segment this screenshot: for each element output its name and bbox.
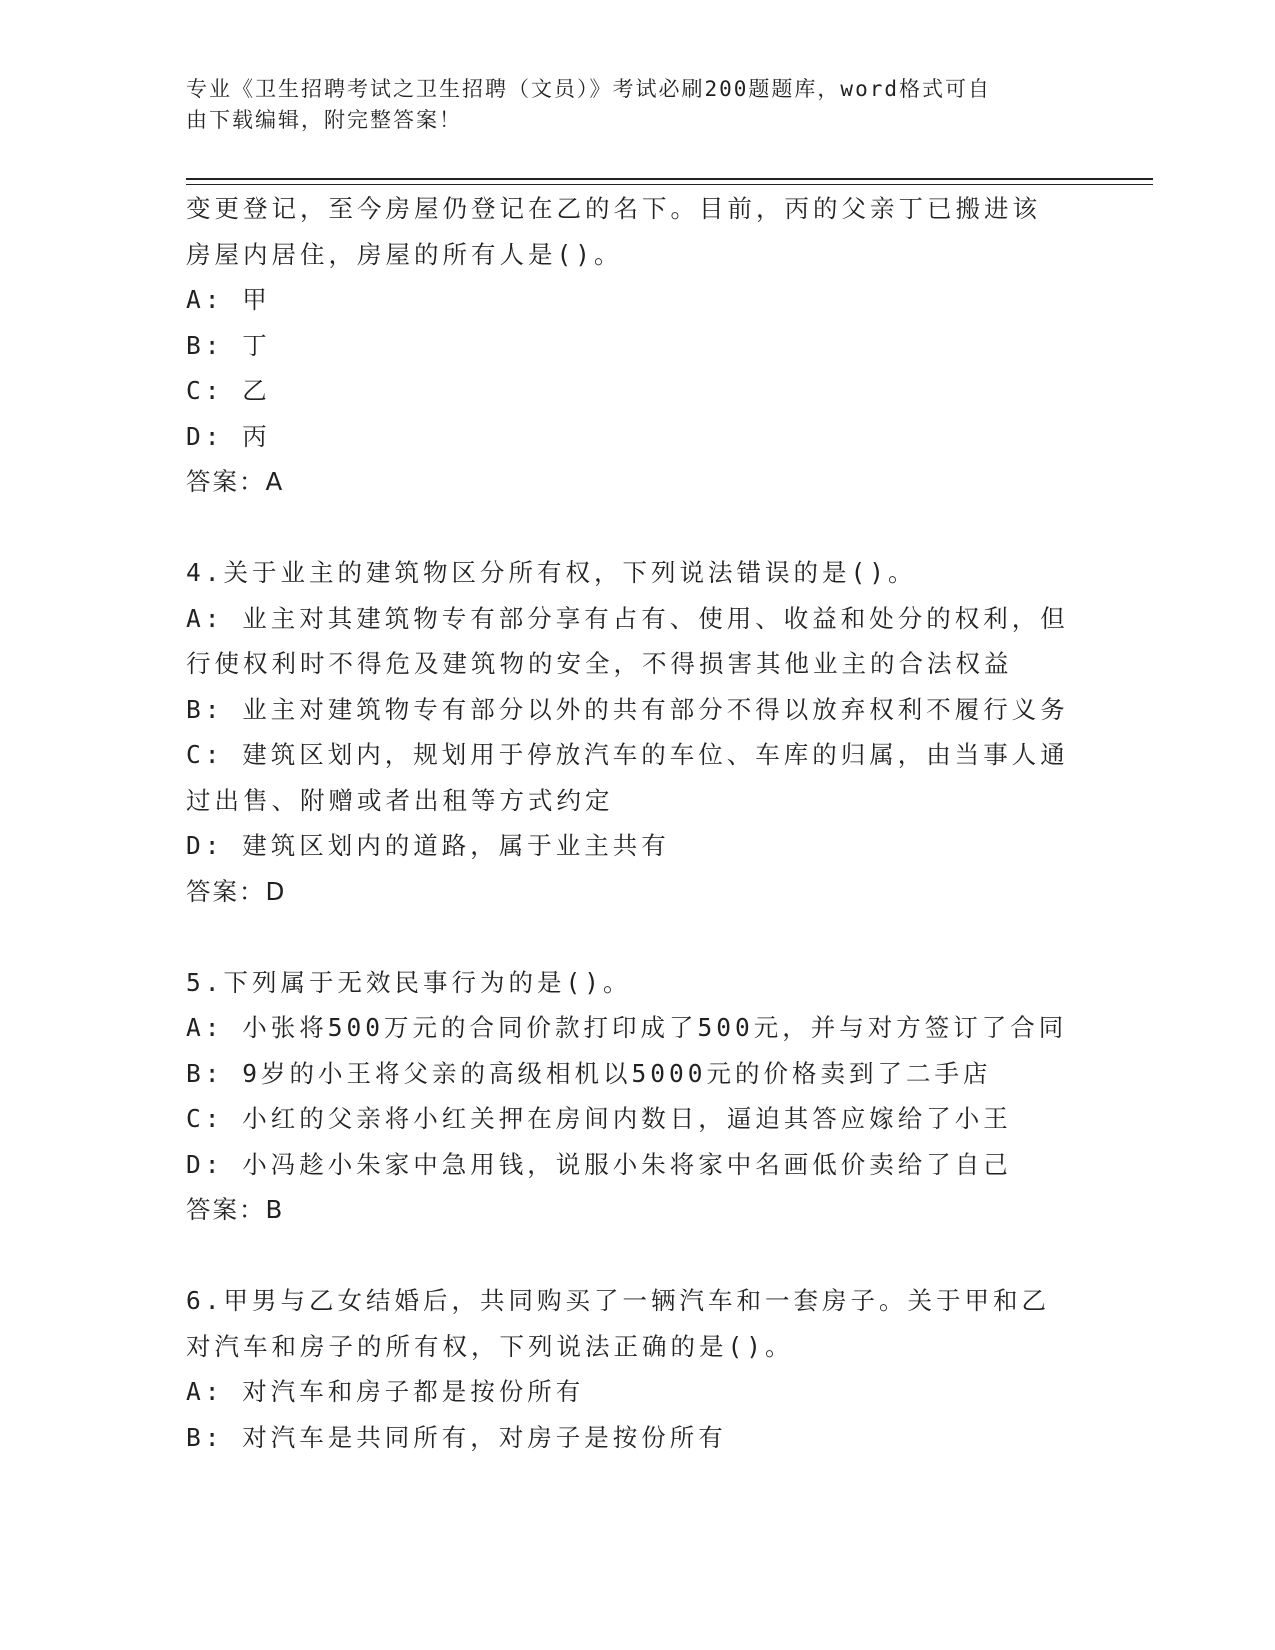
header-rule-thick <box>186 178 1153 180</box>
question-3-continuation <box>186 186 1086 505</box>
spacer <box>186 505 1086 551</box>
question-6 <box>186 1278 1086 1460</box>
spacer <box>186 1233 1086 1279</box>
option-a: A: 甲 <box>186 285 271 314</box>
spacer <box>186 914 1086 960</box>
header-line-2: 由下载编辑，附完整答案！ <box>186 108 462 132</box>
option-line: A: 小张将500万元的合同价款打印成了500元，并与对方签订了合同 <box>186 1013 1068 1042</box>
question-4 <box>186 550 1086 914</box>
option-d: D: 丙 <box>186 421 271 451</box>
question-stem: 6.甲男与乙女结婚后，共同购买了一辆汽车和一套房子。关于甲和乙 <box>186 1286 1050 1315</box>
answer-line: 答案：A <box>186 467 285 496</box>
question-stem: 4.关于业主的建筑物区分所有权，下列说法错误的是()。 <box>186 558 917 587</box>
question-stem: 对汽车和房子的所有权，下列说法正确的是()。 <box>186 1331 794 1361</box>
option-line: D: 建筑区划内的道路，属于业主共有 <box>186 831 670 860</box>
option-c: C: 乙 <box>186 376 271 405</box>
option-line: 过出售、附赠或者出租等方式约定 <box>186 785 614 815</box>
option-line: C: 小红的父亲将小红关押在房间内数日，逼迫其答应嫁给了小王 <box>186 1104 1012 1133</box>
answer-line: 答案：B <box>186 1195 285 1224</box>
question-text: 房屋内居住，房屋的所有人是()。 <box>186 239 623 269</box>
option-b: B: 丁 <box>186 330 271 360</box>
header-line-1: 专业《卫生招聘考试之卫生招聘（文员）》考试必刷200题题库，word格式可自 <box>186 77 991 101</box>
question-stem: 5.下列属于无效民事行为的是()。 <box>186 967 632 997</box>
option-line: D: 小冯趁小朱家中急用钱，说服小朱将家中名画低价卖给了自己 <box>186 1149 1012 1179</box>
answer-line: 答案：D <box>186 876 287 906</box>
option-line: A: 业主对其建筑物专有部分享有占有、使用、收益和处分的权利，但 <box>186 603 1069 633</box>
option-line: C: 建筑区划内，规划用于停放汽车的车位、车库的归属，由当事人通 <box>186 740 1069 769</box>
page-header <box>186 74 1076 136</box>
document-body <box>186 186 1086 1460</box>
question-text: 变更登记，至今房屋仍登记在乙的名下。目前，丙的父亲丁已搬进该 <box>186 194 1041 223</box>
option-line: B: 9岁的小王将父亲的高级相机以5000元的价格卖到了二手店 <box>186 1058 992 1088</box>
option-line: B: 业主对建筑物专有部分以外的共有部分不得以放弃权利不履行义务 <box>186 694 1069 724</box>
header-rule-thin <box>186 184 1153 185</box>
option-line: B: 对汽车是共同所有，对房子是按份所有 <box>186 1422 727 1452</box>
option-line: 行使权利时不得危及建筑物的安全，不得损害其他业主的合法权益 <box>186 649 1013 678</box>
option-line: A: 对汽车和房子都是按份所有 <box>186 1377 585 1406</box>
question-5 <box>186 960 1086 1233</box>
